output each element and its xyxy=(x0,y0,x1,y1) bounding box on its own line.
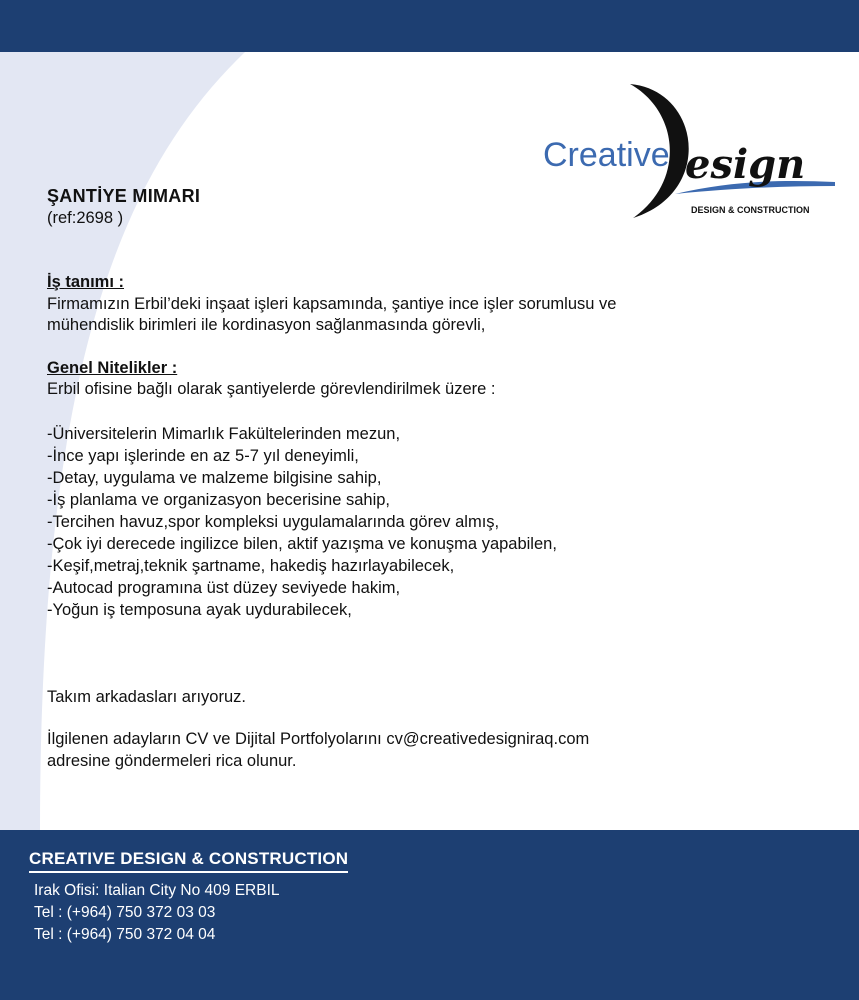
top-banner xyxy=(0,0,859,52)
list-item: -Autocad programına üst düzey seviyede hakim, xyxy=(47,578,401,597)
logo-subtitle: DESIGN & CONSTRUCTION xyxy=(691,205,810,215)
footer-phone-1: Tel : (+964) 750 372 03 03 xyxy=(34,904,216,921)
job-posting xyxy=(47,186,807,772)
list-item: -Tercihen havuz,spor kompleksi uygulamalarında görev almış, xyxy=(47,512,500,531)
footer-company: CREATIVE DESIGN & CONSTRUCTION xyxy=(29,849,348,873)
job-title: ŞANTİYE MIMARI xyxy=(47,186,201,206)
list-item: -İnce yapı işlerinde en az 5-7 yıl deneyimli, xyxy=(47,446,359,465)
list-item: -Detay, uygulama ve malzeme bilgisine sahip, xyxy=(47,468,382,487)
logo-script: esign xyxy=(685,141,806,188)
footer-address: Irak Ofisi: Italian City No 409 ERBIL xyxy=(34,882,280,899)
list-item: -Çok iyi derecede ingilizce bilen, aktif yazışma ve konuşma yapabilen, xyxy=(47,534,557,553)
qualifications-list xyxy=(47,423,807,621)
qualifications-intro: Erbil ofisine bağlı olarak şantiyelerde görevlendirilmek üzere : xyxy=(47,380,496,398)
apply-line: İlgilenen adayların CV ve Dijital Portfolyolarını cv@creativedesigniraq.com xyxy=(47,730,590,748)
apply-line: adresine göndermeleri rica olunur. xyxy=(47,751,297,770)
description-line: Firmamızın Erbil’deki inşaat işleri kapsamında, şantiye ince işler sorumlusu ve xyxy=(47,294,617,313)
footer xyxy=(0,830,859,1000)
list-item: -Üniversitelerin Mimarlık Fakültelerinden mezun, xyxy=(47,424,401,443)
list-item: -Keşif,metraj,teknik şartname, hakediş hazırlayabilecek, xyxy=(47,556,455,575)
description-heading: İş tanımı : xyxy=(47,273,125,291)
qualifications-heading: Genel Nitelikler : xyxy=(47,358,178,377)
job-ref: (ref:2698 ) xyxy=(47,208,124,227)
list-item: -İş planlama ve organizasyon becerisine sahip, xyxy=(47,490,391,509)
closing-text: Takım arkadasları arıyoruz. xyxy=(47,687,246,706)
description-line: mühendislik birimleri ile kordinasyon sağlanmasında görevli, xyxy=(47,316,486,334)
logo-word: Creative xyxy=(543,136,670,174)
footer-phone-2: Tel : (+964) 750 372 04 04 xyxy=(34,926,216,943)
list-item: -Yoğun iş temposuna ayak uydurabilecek, xyxy=(47,600,352,619)
